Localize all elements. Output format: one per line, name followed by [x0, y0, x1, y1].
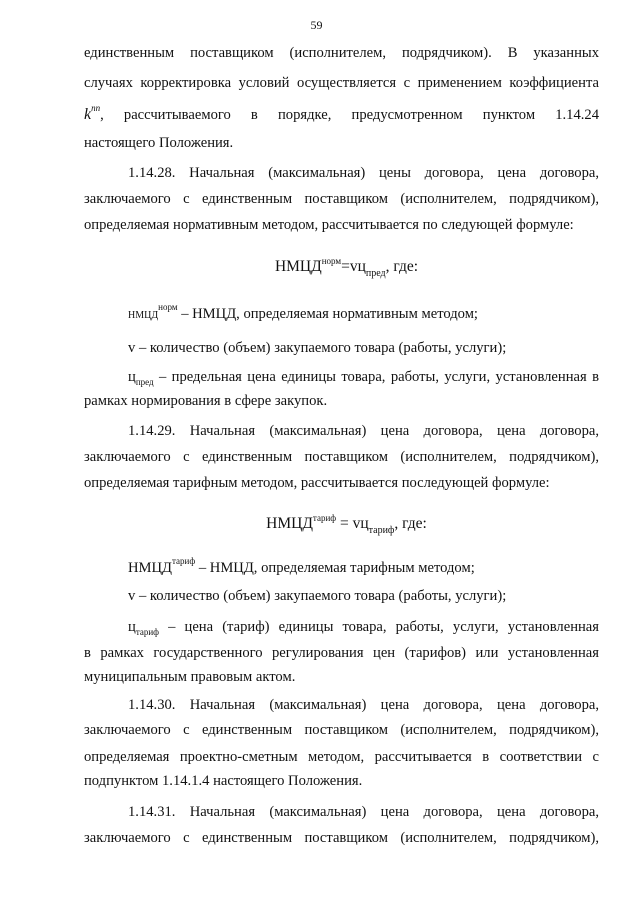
- formula-normative-eq: =vц: [341, 258, 366, 275]
- definition-c-pred-term: ц: [128, 369, 136, 385]
- clause-1-14-28-line-2: заключаемого с единственным поставщиком (исполнителем, подрядчиком),: [84, 191, 599, 207]
- clause-1-14-30-line-1: 1.14.30. Начальная (максимальная) цена договора, цена договора,: [128, 697, 599, 713]
- formula-normative: [0, 256, 633, 279]
- definition-c-pred-sub: пред: [135, 377, 154, 387]
- coefficient-k-superscript: пп: [91, 103, 101, 113]
- formula-tariff: [0, 513, 633, 536]
- clause-1-14-30-line-2: заключаемого с единственным поставщиком (исполнителем, подрядчиком),: [84, 722, 599, 738]
- clause-1-14-29-line-3: определяемая тарифным методом, рассчитывается последующей формуле:: [84, 475, 550, 491]
- clause-1-14-29-line-1: 1.14.29. Начальная (максимальная) цена договора, цена договора,: [128, 423, 599, 439]
- definition-c-tariff-sub: тариф: [135, 627, 159, 637]
- definition-c-tariff-line-1: [128, 616, 599, 639]
- formula-tariff-rhs-sub: тариф: [368, 525, 395, 536]
- definition-v: v – количество (объем) закупаемого товара (работы, услуги);: [128, 340, 507, 356]
- definition-c-pred-text: – предельная цена единицы товара, работы, услуги, установленная в: [153, 369, 599, 385]
- definition-nmcd-norm: [128, 303, 633, 327]
- clause-1-14-28-line-1: 1.14.28. Начальная (максимальная) цены договора, цена договора,: [128, 165, 599, 181]
- clause-1-14-30-line-4: подпунктом 1.14.1.4 настоящего Положения.: [84, 773, 363, 789]
- clause-1-14-29-line-2: заключаемого с единственным поставщиком (исполнителем, подрядчиком),: [84, 449, 599, 465]
- definition-c-tariff-line-3: муниципальным правовым актом.: [84, 669, 296, 685]
- paragraph-continuation-line-2: случаях корректировка условий осуществляется с применением коэффициента: [84, 75, 599, 91]
- page-number: 59: [310, 18, 323, 32]
- definition-nmcd-norm-term: НМЦД: [128, 310, 159, 321]
- paragraph-continuation-line-3: [84, 103, 599, 127]
- definition-v-2: v – количество (объем) закупаемого товара (работы, услуги);: [128, 588, 507, 604]
- paragraph-continuation-line-3-text: , рассчитываемого в порядке, предусмотренном пунктом 1.14.24: [100, 107, 599, 123]
- definition-c-pred-line-1: [128, 366, 599, 389]
- coefficient-k: [84, 103, 101, 123]
- clause-1-14-28-line-3: определяемая нормативным методом, рассчитывается по следующей формуле:: [84, 217, 574, 233]
- formula-tariff-lhs-sup: тариф: [312, 513, 337, 523]
- definition-nmcd-norm-text: – НМЦД, определяемая нормативным методом;: [177, 306, 478, 322]
- clause-1-14-30-line-3: определяемая проектно-сметным методом, рассчитывается в соответствии с: [84, 749, 599, 765]
- definition-nmcd-tariff-text: – НМЦД, определяемая тарифным методом;: [195, 560, 475, 576]
- definition-nmcd-tariff-term: НМЦД: [128, 560, 173, 576]
- definition-c-tariff-line-2: в рамках государственного регулирования цен (тарифов) или установленная: [84, 645, 599, 661]
- formula-normative-lhs-sup: норм: [321, 256, 342, 266]
- paragraph-continuation-line-1: единственным поставщиком (исполнителем, подрядчиком). В указанных: [84, 45, 599, 61]
- formula-normative-lhs: НМЦД: [274, 258, 322, 275]
- definition-c-tariff-term: ц: [128, 619, 136, 635]
- clause-1-14-31-line-2: заключаемого с единственным поставщиком (исполнителем, подрядчиком),: [84, 830, 599, 846]
- definition-nmcd-tariff: [128, 557, 633, 580]
- formula-normative-rhs-sub: пред: [365, 268, 386, 279]
- clause-1-14-31-line-1: 1.14.31. Начальная (максимальная) цена договора, цена договора,: [128, 804, 599, 820]
- formula-tariff-lhs: НМЦД: [266, 515, 313, 532]
- definition-nmcd-norm-sup: норм: [158, 302, 178, 312]
- formula-tariff-eq: = vц: [336, 515, 369, 532]
- definition-nmcd-tariff-sup: тариф: [172, 556, 196, 566]
- formula-normative-tail: , где:: [385, 258, 419, 275]
- definition-c-tariff-text: – цена (тариф) единицы товара, работы, услуги, установленная: [159, 619, 599, 635]
- definition-c-pred-line-2: рамках нормирования в сфере закупок.: [84, 393, 328, 409]
- paragraph-continuation-line-4: настоящего Положения.: [84, 135, 234, 151]
- formula-tariff-tail: , где:: [394, 515, 427, 532]
- coefficient-k-base: k: [84, 106, 92, 123]
